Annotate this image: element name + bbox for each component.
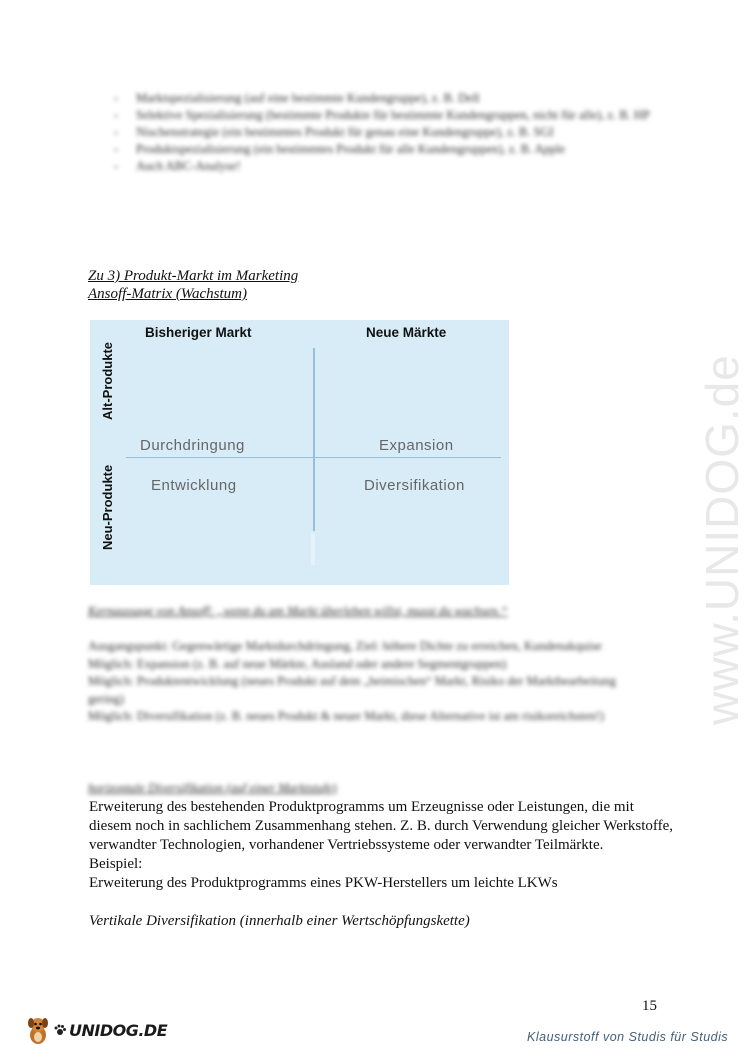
section-subheading: Ansoff-Matrix (Wachstum) — [88, 286, 248, 302]
blurred-subheading: horizontale Diversifikation (auf einer Marktstufe) — [88, 781, 337, 795]
blurred-paragraph — [88, 638, 648, 726]
ansoff-matrix — [90, 320, 509, 585]
bullet-item: - Auch ABC-Analyse! — [136, 158, 670, 175]
bullet-item: - Selektive Spezialisierung (bestimmte Produkte für bestimmte Kundengruppen, nicht für alle), z. B. HP — [136, 107, 670, 124]
matrix-horizontal-divider — [126, 457, 501, 458]
matrix-vertical-divider — [313, 348, 315, 531]
matrix-cell-expansion: Expansion — [379, 437, 454, 454]
blurred-line: Möglich: Produktentwicklung (neues Produkt auf dem „heimischen“ Markt, Risiko der Marktbearbeitung gering) — [88, 674, 617, 706]
vertical-diversification-heading: Vertikale Diversifikation (innerhalb einer Wertschöpfungskette) — [89, 913, 470, 929]
paw-icon — [54, 1024, 66, 1036]
section-heading: Zu 3) Produkt-Markt im Marketing — [88, 268, 299, 284]
bullet-item: - Produktspezialisierung (ein bestimmtes Produkt für alle Kundengruppen), z. B. Apple — [136, 141, 670, 158]
blurred-quote: Kernaussage von Ansoff: „wenn du am Markt überleben willst, musst du wachsen.“ — [88, 604, 508, 618]
bullet-list — [110, 90, 670, 175]
dog-mascot-icon — [25, 1015, 51, 1045]
matrix-divider-fade — [311, 533, 315, 565]
matrix-cell-entwicklung: Entwicklung — [151, 477, 237, 494]
bullet-item: - Marktspezialisierung (auf eine bestimmte Kundengruppe), z. B. Dell — [136, 90, 670, 107]
matrix-cell-diversifikation: Diversifikation — [364, 477, 465, 494]
body-paragraph: Erweiterung des bestehenden Produktprogramms um Erzeugnisse oder Leistungen, die mit diesem noch in sachlichem Zusammenhang stehen. Z. B. durch Verwendung gleicher Werkstoffe, verwandter Technologien, vorhandener Vertriebssysteme oder verwandter Teilmärkte. — [89, 799, 674, 853]
blurred-line: Möglich: Expansion (z. B. auf neue Märkte, Ausland oder andere Segmentgruppen) — [88, 656, 507, 671]
logo-text: UNIDOG.DE — [69, 1020, 168, 1040]
matrix-row-old-products: Alt-Produkte — [100, 342, 115, 420]
bullet-item: - Nischenstrategie (ein bestimmtes Produkt für genau eine Kundengruppe), z. B. SGI — [136, 124, 670, 141]
example-label: Beispiel: — [89, 856, 143, 872]
matrix-cell-durchdringung: Durchdringung — [140, 437, 245, 454]
matrix-col-existing-market: Bisheriger Markt — [145, 325, 252, 340]
unidog-logo — [25, 1015, 167, 1045]
footer-tagline: Klausurstoff von Studis für Studis — [527, 1030, 729, 1044]
example-text: Erweiterung des Produktprogramms eines PKW-Herstellers um leichte LKWs — [89, 875, 558, 891]
matrix-row-new-products: Neu-Produkte — [100, 464, 115, 550]
watermark: www.UNIDOG.de — [696, 354, 748, 725]
body-text — [89, 798, 679, 931]
blurred-line: Ausgangspunkt: Gegenwärtige Marktdurchdringung, Ziel: höhere Dichte zu erreichen, Kundenakquise — [88, 639, 602, 653]
matrix-col-new-markets: Neue Märkte — [366, 325, 447, 340]
page-number: 15 — [642, 998, 657, 1014]
blurred-line: Möglich: Diversifikation (z. B. neues Produkt & neuer Markt, diese Alternative ist am risikoreichsten!) — [88, 709, 604, 723]
